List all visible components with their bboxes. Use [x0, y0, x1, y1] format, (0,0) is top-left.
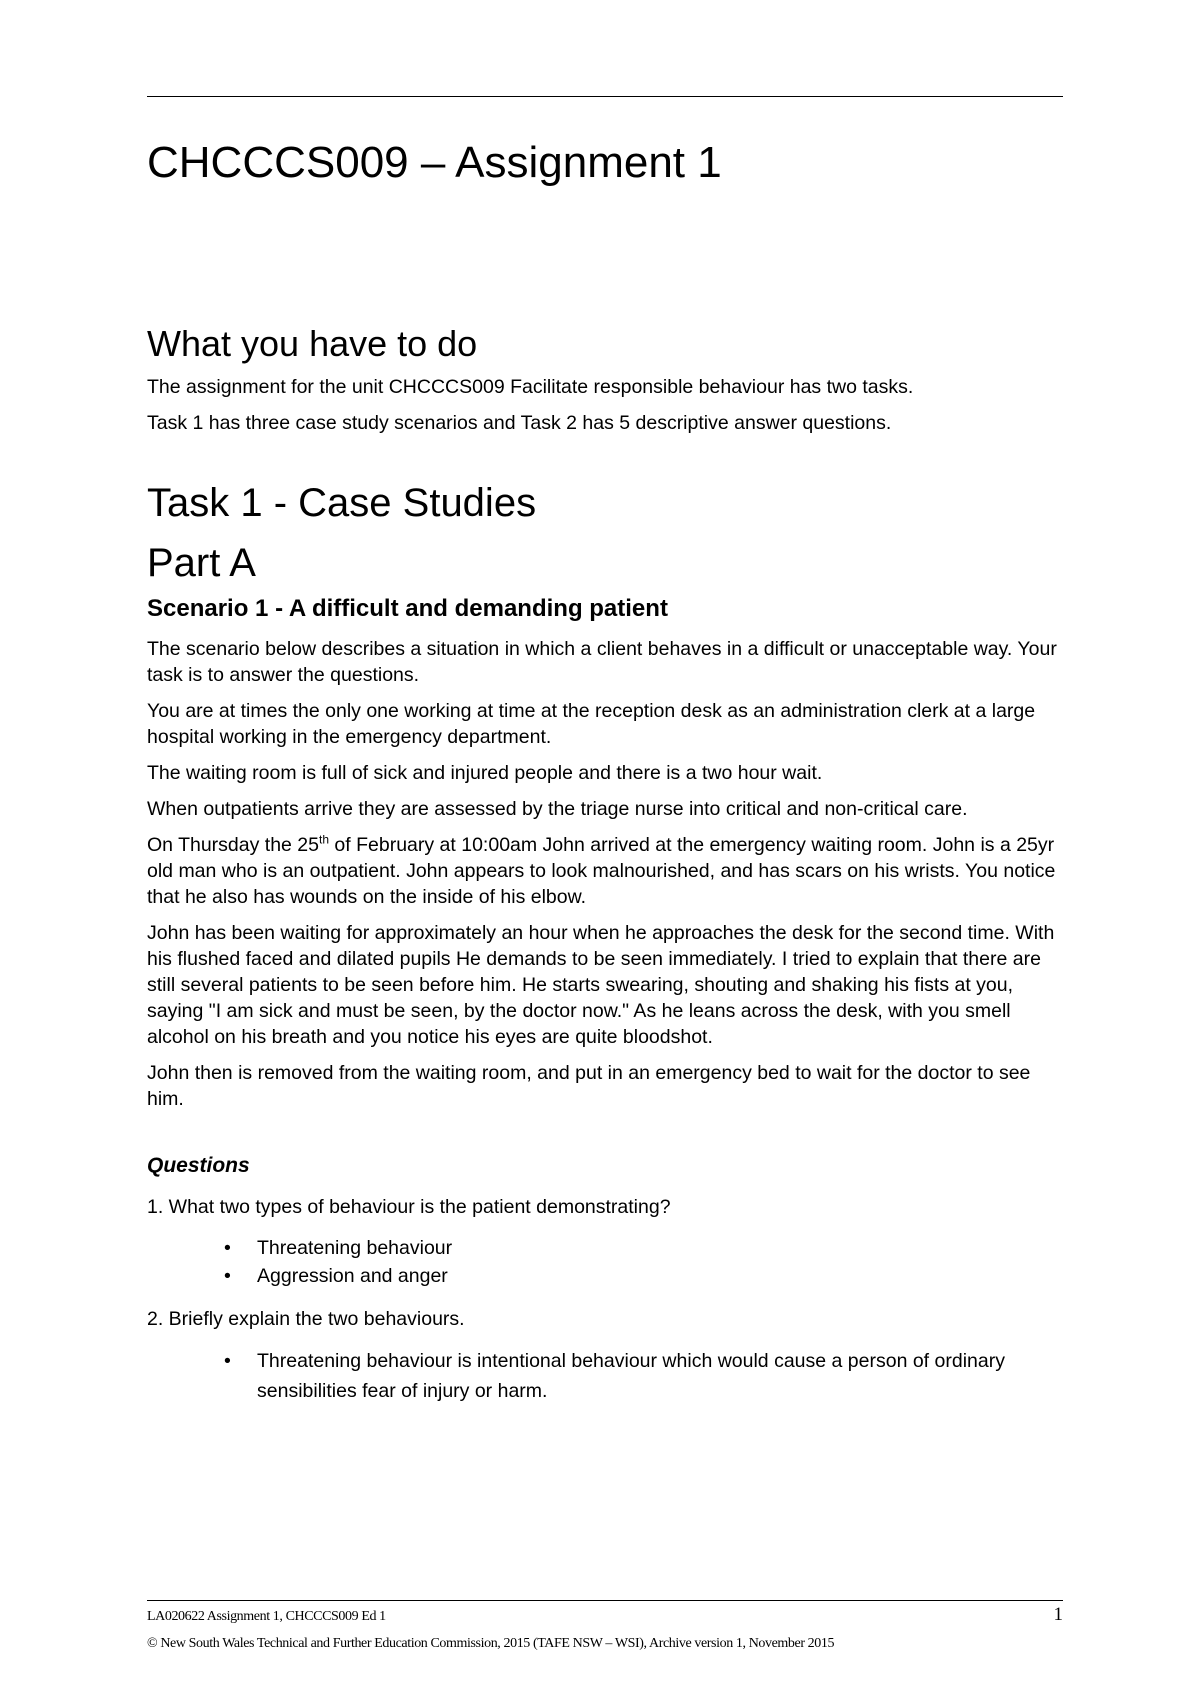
question-1: 1. What two types of behaviour is the patient demonstrating? [147, 1196, 671, 1218]
document-body [147, 322, 1063, 1422]
question-1-answers [147, 1234, 1063, 1290]
scenario-date-paragraph [147, 832, 1063, 910]
scenario-1-heading: Scenario 1 - A difficult and demanding patient [147, 595, 668, 622]
footer-copyright: © New South Wales Technical and Further Education Commission, 2015 (TAFE NSW – WSI), Archive version 1, November 2015 [147, 1636, 835, 1651]
what-you-have-to-do-heading: What you have to do [147, 323, 478, 364]
date-paragraph-rest: of February at 10:00am John arrived at the emergency waiting room. John is a 25yr old man who is an outpatient. John appears to look malnourished, and has scars on his wrists. You notice that he also has wounds on the inside of his elbow. [147, 834, 1056, 908]
footer-reference: LA020622 Assignment 1, CHCCCS009 Ed 1 [147, 1609, 386, 1624]
footer-rule [147, 1600, 1063, 1601]
scenario-paragraph: The waiting room is full of sick and injured people and there is a two hour wait. [147, 762, 823, 784]
document-title: CHCCCS009 – Assignment 1 [147, 138, 722, 187]
answer-item: • Threatening behaviour is intentional behaviour which would cause a person of ordinary sensibilities fear of injury or harm. [257, 1346, 1063, 1406]
question-2-answers [147, 1346, 1063, 1406]
page-number: 1 [1053, 1604, 1063, 1625]
date-ordinal-suffix: th [319, 832, 330, 847]
scenario-paragraph: You are at times the only one working at time at the reception desk as an administration clerk at a large hospital working in the emergency department. [147, 700, 1036, 748]
intro-paragraph: Task 1 has three case study scenarios and Task 2 has 5 descriptive answer questions. [147, 412, 892, 434]
scenario-paragraph: The scenario below describes a situation in which a client behaves in a difficult or unacceptable way. Your task is to answer the questions. [147, 638, 1057, 686]
scenario-paragraph: John then is removed from the waiting room, and put in an emergency bed to wait for the doctor to see him. [147, 1062, 1031, 1110]
scenario-paragraph: John has been waiting for approximately an hour when he approaches the desk for the second time. With his flushed faced and dilated pupils He demands to be seen immediately. I tried to explain that there are still several patients to be seen before him. He starts swearing, shouting and shaking his fists at you, saying "I am sick and must be seen, by the doctor now." As he leans across the desk, with you smell alcohol on his breath and you notice his eyes are quite bloodshot. [147, 922, 1055, 1048]
questions-heading: Questions [147, 1154, 250, 1177]
intro-paragraph: The assignment for the unit CHCCCS009 Facilitate responsible behaviour has two tasks. [147, 376, 914, 398]
document-page [147, 0, 1063, 1696]
question-2: 2. Briefly explain the two behaviours. [147, 1308, 465, 1330]
date-paragraph-start: On Thursday the 25 [147, 834, 319, 856]
part-a-heading: Part A [147, 541, 256, 585]
answer-item: • Aggression and anger [257, 1262, 1063, 1290]
task-1-heading: Task 1 - Case Studies [147, 481, 537, 525]
header-rule [147, 96, 1063, 97]
scenario-paragraph: When outpatients arrive they are assessed by the triage nurse into critical and non-critical care. [147, 798, 968, 820]
answer-item: • Threatening behaviour [257, 1234, 1063, 1262]
footer [147, 1604, 1063, 1627]
